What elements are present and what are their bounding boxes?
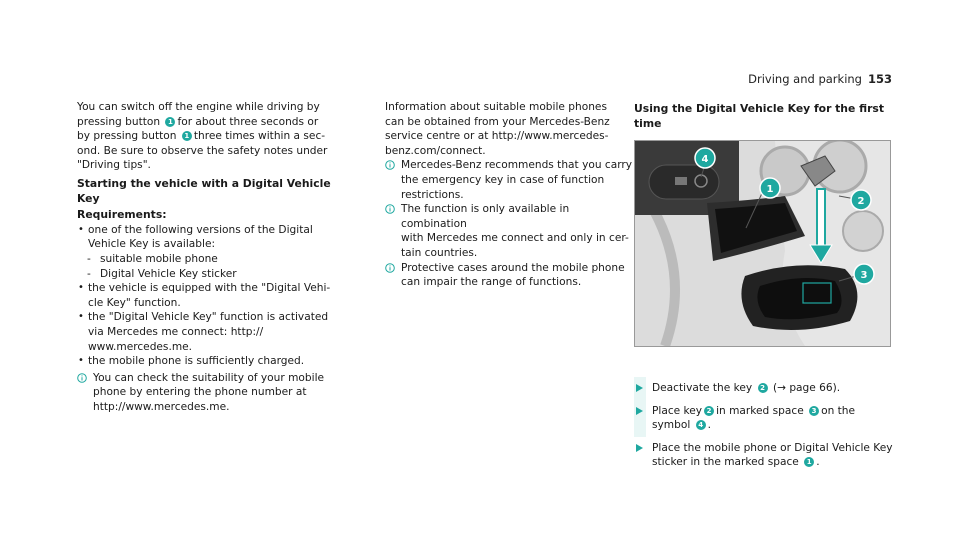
list-item: • one of the following versions of the Digital Vehicle Key is available:: [77, 223, 355, 252]
svg-text:3: 3: [860, 270, 868, 281]
svg-text:4: 4: [701, 154, 709, 165]
arrow-right-icon: [636, 407, 643, 415]
svg-text:1: 1: [766, 184, 774, 195]
requirements-label: Requirements:: [77, 208, 167, 222]
info-icon: [385, 263, 395, 273]
note: The function is only available in combination with Mercedes me connect and only in cer- tain countries.: [385, 202, 633, 260]
list-item: • the "Digital Vehicle Key" function is activated via Mercedes me connect: http:// www.mercedes.me.: [77, 310, 355, 354]
badge-1: 1: [182, 131, 192, 141]
page-number: 153: [867, 72, 892, 86]
column-middle: [385, 100, 633, 290]
svg-text:2: 2: [857, 196, 865, 207]
badge-1: 1: [804, 457, 814, 467]
callout-badge: [695, 148, 715, 168]
badge-1: 1: [165, 117, 175, 127]
console-illustration: [634, 140, 891, 347]
section-heading: Using the Digital Vehicle Key for the first time: [634, 102, 884, 130]
note: Protective cases around the mobile phone can impair the range of functions.: [385, 261, 633, 290]
note: You can check the suitability of your mobile phone by entering the phone number at http://www.mercedes.me.: [77, 371, 355, 415]
badge-2: 2: [704, 406, 714, 416]
step-item: Deactivate the key 2 (→ page 66).: [634, 381, 894, 396]
badge-3: 3: [809, 406, 819, 416]
steps-list: [634, 381, 894, 478]
badge-4: 4: [696, 420, 706, 430]
console-image: [635, 141, 890, 346]
info-icon: [385, 160, 395, 170]
arrow-right-icon: [636, 444, 643, 452]
step-item: Place key 2 in marked space 3 on the symbol 4 .: [634, 404, 894, 433]
callout-badge: [851, 190, 871, 210]
callout-badge: [854, 264, 874, 284]
info-paragraph: Information about suitable mobile phones can be obtained from your Mercedes-Benz service centre or at http://www.mercedes- benz.com/connect.: [385, 101, 610, 157]
intro-paragraph: You can switch off the engine while driving by pressing button 1 for about three seconds or by pressing button 1 three times within a sec- ond. Be sure to observe the safety notes under "Driving tips".: [77, 101, 328, 172]
list-subitem: - Digital Vehicle Key sticker: [77, 267, 355, 282]
badge-2: 2: [758, 383, 768, 393]
callout-badge: [760, 178, 780, 198]
info-icon: [77, 373, 87, 383]
section-title: Driving and parking: [748, 72, 862, 86]
section-heading: Starting the vehicle with a Digital Vehicle Key: [77, 176, 331, 205]
arrow-right-icon: [636, 384, 643, 392]
list-subitem: - suitable mobile phone: [77, 252, 355, 267]
column-left: [77, 100, 355, 414]
page-header: [748, 72, 892, 86]
info-icon: [385, 204, 395, 214]
column-right: [634, 100, 894, 131]
note: Mercedes-Benz recommends that you carry the emergency key in case of function restrictions.: [385, 158, 633, 202]
list-item: • the mobile phone is sufficiently charged.: [77, 354, 355, 369]
step-item: Place the mobile phone or Digital Vehicle Key sticker in the marked space 1 .: [634, 441, 894, 470]
list-item: • the vehicle is equipped with the "Digital Vehi- cle Key" function.: [77, 281, 355, 310]
